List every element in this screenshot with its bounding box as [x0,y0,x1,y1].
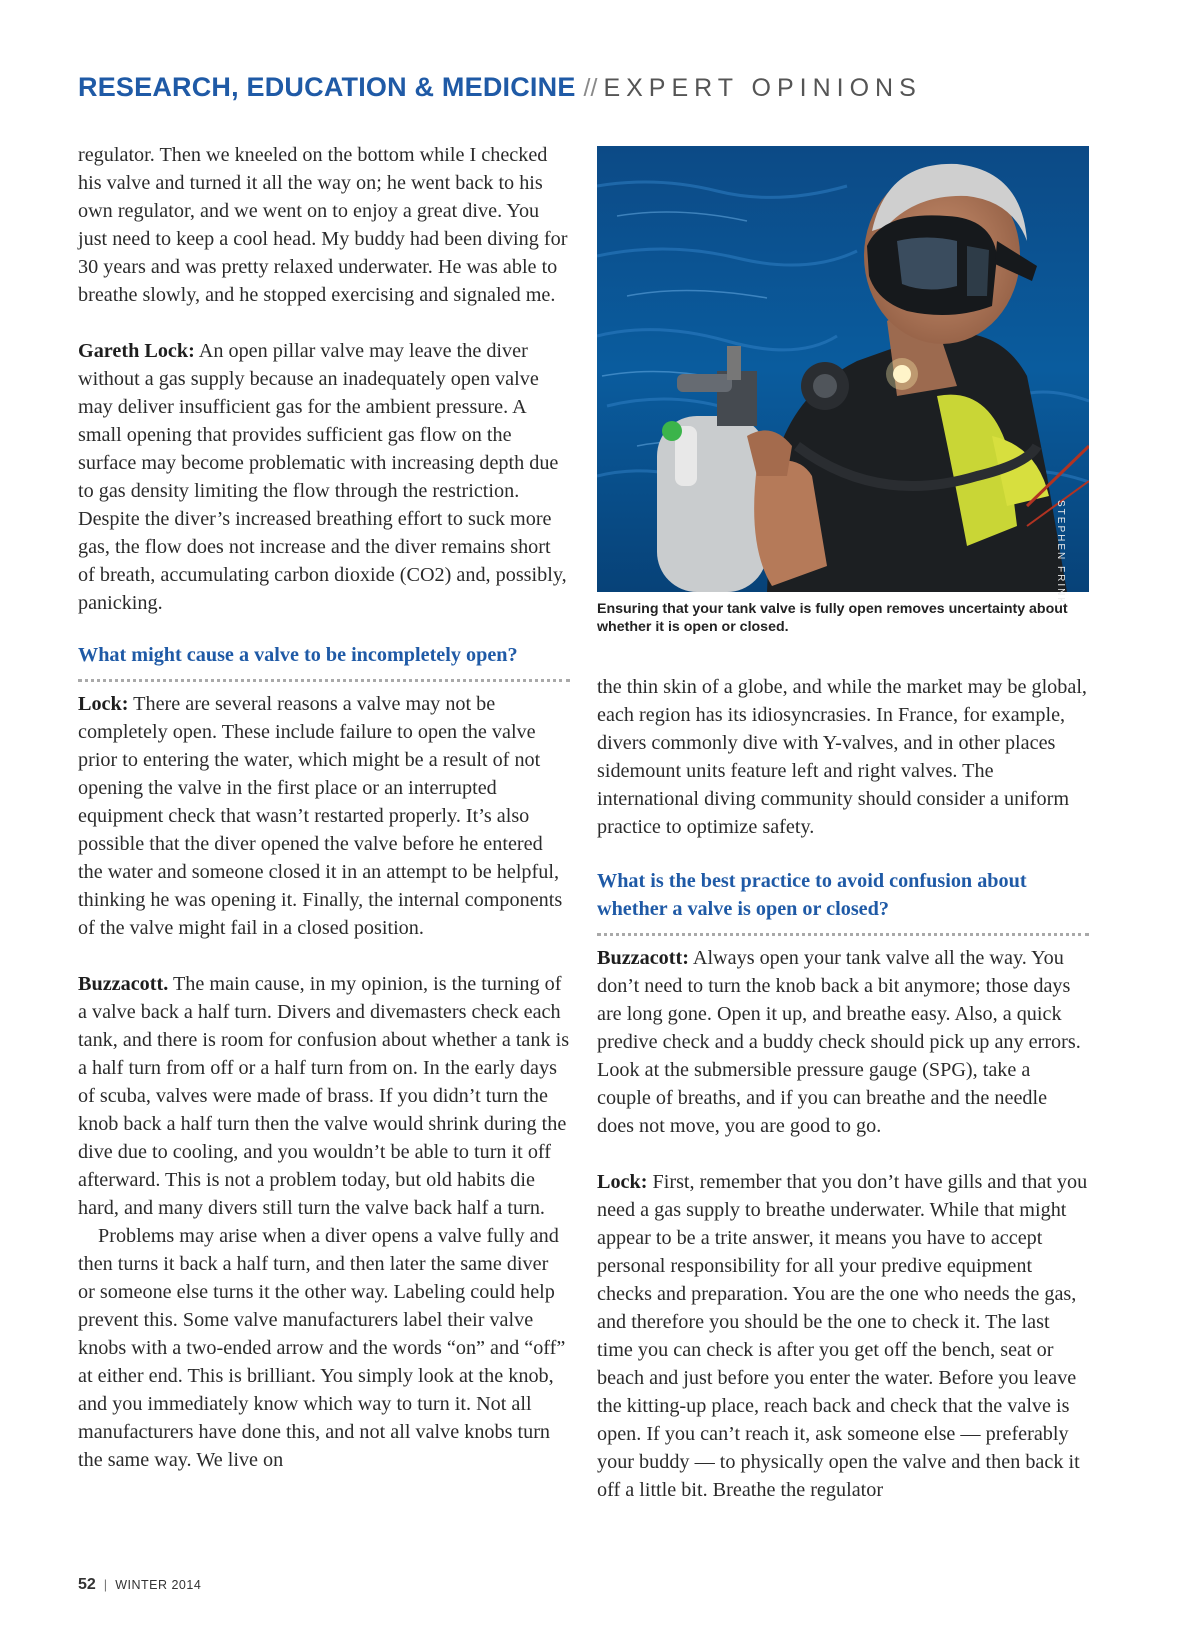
page-number: 52 [78,1576,96,1593]
paragraph [597,1168,1089,1504]
paragraph-text: Always open your tank valve all the way. You don’t need to turn the knob back a bit anymore; those days are long gone. Open it up, and breathe easy. Also, a quick predive check and a buddy check should pick up any errors. Look at the submersible pressure gauge (SPG), take a couple of breaths, and if you can breathe and the needle does not move, you are good to go. [597,947,1081,1137]
paragraph-text: The main cause, in my opinion, is the turning of a valve back a half turn. Divers and divemasters check each tank, and there is room for confusion about whether a tank is a half turn from off or a half turn from on. In the early days of scuba, valves were made of brass. If you didn’t turn the knob back a half turn then the valve would shrink during the dive due to cooling, and you wouldn’t be able to turn it off afterward. This is not a problem today, but old habits die hard, and many divers still turn the valve back half a turn. [78,973,570,1219]
section-header [78,72,922,103]
paragraph: regulator. Then we kneeled on the bottom while I checked his valve and turned it all the way on; he went back to his own regulator, and we went on to enjoy a great dive. You just need to keep a cool head. My buddy had been diving for 30 years and was pretty relaxed underwater. He was able to breathe slowly, and he stopped exercising and signaled me. [78,144,568,306]
issue-label: WINTER 2014 [115,1578,202,1592]
header-separator: // [583,74,598,102]
speaker-name: Lock: [78,693,129,715]
question-heading: What might cause a valve to be incompletely open? [78,641,570,682]
paragraph-text: An open pillar valve may leave the diver without a gas supply because an inadequately open valve may deliver insufficient gas for the ambient pressure. A small opening that provides sufficient gas flow on the surface may become problematic with increasing depth due to gas density limiting the flow through the restriction. Despite the diver’s increased breathing effort to suck more gas, the flow does not increase and the diver remains short of breath, accumulating carbon dioxide (CO2) and, possibly, panicking. [78,340,567,614]
paragraph-text: There are several reasons a valve may not be completely open. These include failure to open the valve prior to entering the water, which might be a result of not opening the valve in the first place or an interrupted equipment check that wasn’t restarted properly. It’s also possible that the diver opened the valve before he entered the water and someone closed it in an attempt to be helpful, thinking he was opening it. Finally, the internal components of the valve might fail in a closed position. [78,693,563,939]
subsection-title: EXPERT OPINIONS [603,74,922,102]
speaker-name: Lock: [597,1171,648,1193]
photo-credit: STEPHEN FRINK [1055,500,1066,607]
paragraph [78,690,570,942]
speaker-name: Buzzacott: [597,947,689,969]
question-heading: What is the best practice to avoid confusion about whether a valve is open or closed? [597,867,1089,936]
photo-caption: Ensuring that your tank valve is fully open removes uncertainty about whether it is open or closed. [597,601,1068,635]
speaker-name: Gareth Lock: [78,340,195,362]
paragraph [597,944,1089,1140]
paragraph: Problems may arise when a diver opens a valve fully and then turns it back a half turn, and then later the same diver or someone else turns it the other way. Labeling could help prevent this. Some valve manufacturers label their valve knobs with a two-ended arrow and the words “on” and “off” at either end. This is brilliant. You simply look at the knob, and you immediately know which way to turn it. Not all manufacturers have done this, and not all valve knobs turn the same way. We live on [78,1225,566,1471]
speaker-name: Buzzacott. [78,973,169,995]
paragraph-text: First, remember that you don’t have gills and that you need a gas supply to breathe underwater. While that might appear to be a trite answer, it means you have to accept personal responsibility for all your predive equipment checks and preparation. You are the one who needs the gas, and therefore you should be the one to check it. The last time you can check is after you get off the bench, seat or beach and just before you enter the water. Before you leave the kitting-up place, reach back and check that the valve is open. If you can’t reach it, ask someone else — preferably your buddy — to physically open the valve and then back it off a little bit. Breathe the regulator [597,1171,1088,1501]
section-title: RESEARCH, EDUCATION & MEDICINE [78,72,576,102]
paragraph [78,970,570,1222]
paragraph [78,337,570,617]
page-footer [78,1576,201,1594]
left-column [78,141,570,1474]
footer-separator: | [103,1577,108,1592]
paragraph: the thin skin of a globe, and while the market may be global, each region has its idiosyncrasies. In France, for example, divers commonly dive with Y-valves, and in other places sidemount units feature left and right valves. The international diving community should consider a uniform practice to optimize safety. [597,676,1087,838]
right-column [597,673,1089,1504]
diver-photo [597,146,1089,592]
